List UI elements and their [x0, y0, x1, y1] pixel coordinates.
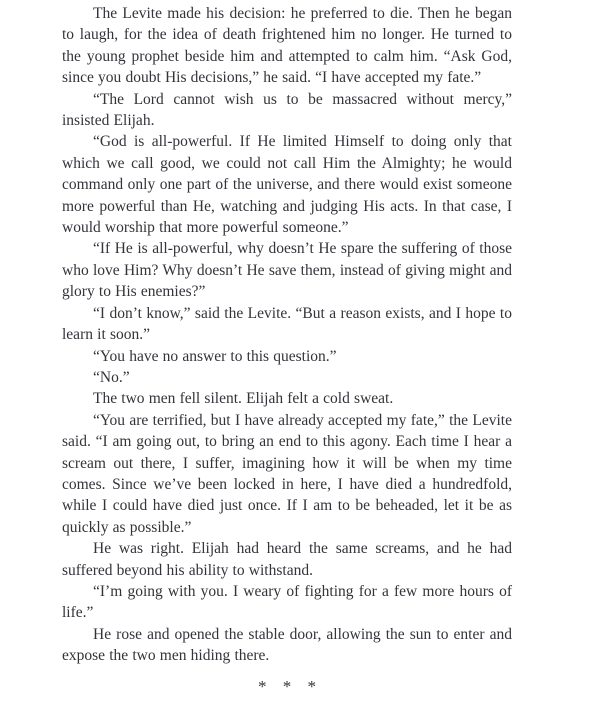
paragraph: “The Lord cannot wish us to be massacred without mercy,” insisted Elijah. [62, 90, 512, 130]
text-column [62, 3, 512, 667]
paragraph: “God is all-powerful. If He limited Himself to doing only that which we call good, we could not call Him the Almighty; he would command only one part of the universe, and there would exist someone more powerful than He, watching and judging His acts. In that case, I would worship that more powerful someone.” [62, 133, 512, 237]
paragraph: The two men fell silent. Elijah felt a cold sweat. [93, 390, 394, 408]
paragraph: “If He is all-powerful, why doesn’t He spare the suffering of those who love Him? Why doesn’t He save them, instead of giving might and glory to His enemies?” [62, 240, 512, 301]
paragraph: He was right. Elijah had heard the same screams, and he had suffered beyond his ability to withstand. [62, 540, 512, 579]
paragraph: He rose and opened the stable door, allowing the sun to enter and expose the two men hiding there. [62, 625, 512, 665]
scene-break-ornament: * * * [258, 676, 322, 696]
paragraph: “I don’t know,” said the Levite. “But a reason exists, and I hope to learn it soon.” [62, 304, 512, 344]
paragraph: The Levite made his decision: he preferred to die. Then he began to laugh, for the idea of death frightened him no longer. He turned to the young prophet beside him and attempted to calm him. “Ask God, since you doubt His decisions,” he said. “I have accepted my fate.” [62, 5, 512, 87]
paragraph: “You have no answer to this question.” [93, 347, 337, 365]
paragraph: “No.” [93, 368, 130, 386]
paragraph: “You are terrified, but I have already accepted my fate,” the Levite said. “I am going out, to bring an end to this agony. Each time I hear a scream out there, I suffer, imagining how it will be when my time comes. Since we’ve been locked in here, I have died a hundredfold, while I could have died just once. If I am to be beheaded, let it be as quickly as possible.” [62, 411, 512, 536]
paragraph: “I’m going with you. I weary of fighting for a few more hours of life.” [62, 582, 512, 622]
